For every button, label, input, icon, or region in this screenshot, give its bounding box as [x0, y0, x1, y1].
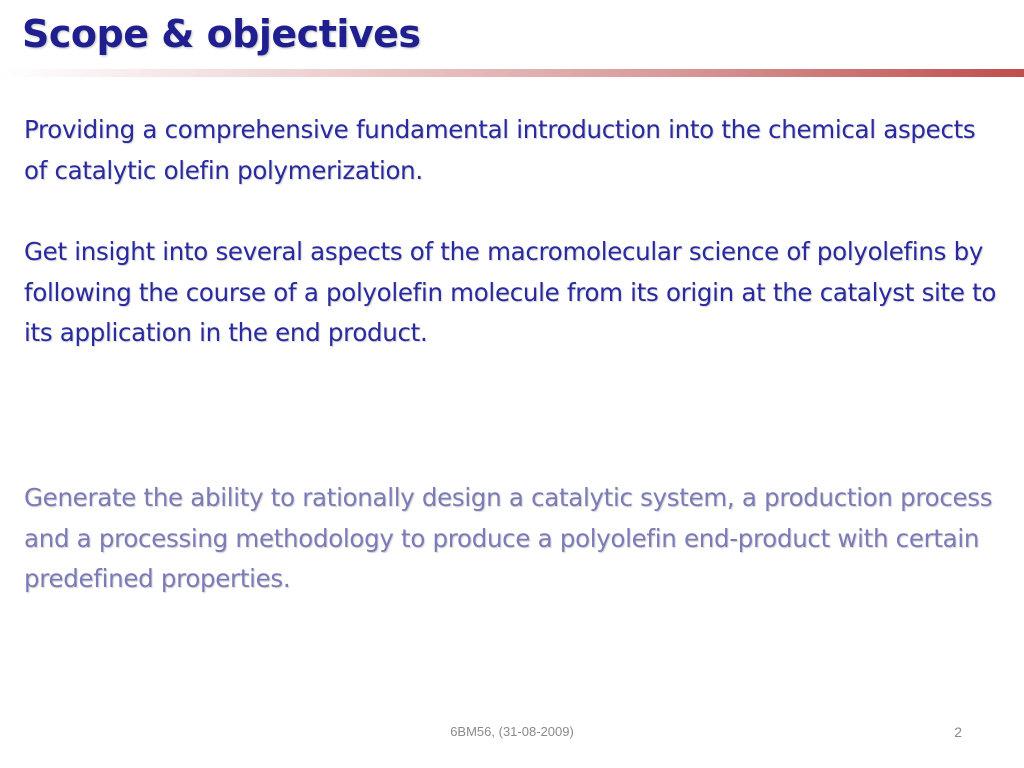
footer-text: 6BM56, (31-08-2009) [450, 724, 574, 739]
objective-paragraph-3: Generate the ability to rationally design a catalytic system, a production process and a processing methodology to produce a polyolefin end-product with certain predefined properties. [24, 483, 993, 593]
page-number: 2 [954, 724, 962, 740]
objective-paragraph-2: Get insight into several aspects of the macromolecular science of polyolefins by following the course of a polyolefin molecule from its origin at the catalyst site to its application in the end product. [24, 237, 997, 347]
title-divider [0, 69, 1024, 77]
slide-title: Scope & objectives [22, 12, 421, 56]
objective-paragraph-1: Providing a comprehensive fundamental introduction into the chemical aspects of catalytic olefin polymerization. [24, 115, 976, 185]
